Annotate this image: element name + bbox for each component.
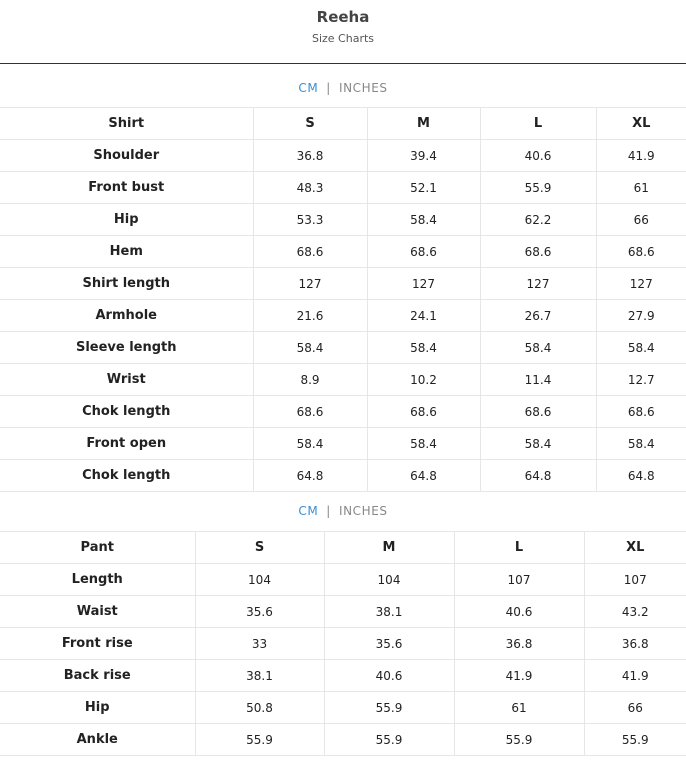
row-label: Shirt length bbox=[0, 268, 253, 300]
cell-value: 64.8 bbox=[480, 460, 596, 492]
cell-value: 68.6 bbox=[596, 396, 686, 428]
cell-value: 40.6 bbox=[324, 660, 454, 692]
table-row bbox=[0, 564, 686, 596]
cell-value: 127 bbox=[367, 268, 480, 300]
row-label: Hip bbox=[0, 692, 195, 724]
cell-value: 58.4 bbox=[596, 332, 686, 364]
column-header-m: M bbox=[324, 532, 454, 564]
cell-value: 58.4 bbox=[253, 428, 367, 460]
cell-value: 127 bbox=[253, 268, 367, 300]
cell-value: 48.3 bbox=[253, 172, 367, 204]
row-label: Back rise bbox=[0, 660, 195, 692]
cell-value: 41.9 bbox=[584, 660, 686, 692]
cell-value: 58.4 bbox=[480, 332, 596, 364]
cell-value: 50.8 bbox=[195, 692, 324, 724]
cell-value: 36.8 bbox=[253, 140, 367, 172]
cell-value: 55.9 bbox=[584, 724, 686, 756]
cell-value: 107 bbox=[454, 564, 584, 596]
row-label: Armhole bbox=[0, 300, 253, 332]
table-row bbox=[0, 628, 686, 660]
cell-value: 35.6 bbox=[195, 596, 324, 628]
column-header-s: S bbox=[195, 532, 324, 564]
page-title: Reeha bbox=[316, 8, 370, 26]
table-row bbox=[0, 396, 686, 428]
unit-inches-button[interactable]: INCHES bbox=[338, 81, 388, 95]
cell-value: 41.9 bbox=[454, 660, 584, 692]
table-row bbox=[0, 660, 686, 692]
table-row bbox=[0, 596, 686, 628]
cell-value: 127 bbox=[480, 268, 596, 300]
pant-size-table bbox=[0, 531, 686, 756]
cell-value: 55.9 bbox=[195, 724, 324, 756]
cell-value: 41.9 bbox=[596, 140, 686, 172]
table-row bbox=[0, 364, 686, 396]
row-label: Waist bbox=[0, 596, 195, 628]
row-label: Front rise bbox=[0, 628, 195, 660]
cell-value: 127 bbox=[596, 268, 686, 300]
row-label: Front bust bbox=[0, 172, 253, 204]
row-label: Wrist bbox=[0, 364, 253, 396]
table-row bbox=[0, 460, 686, 492]
unit-cm-button[interactable]: CM bbox=[298, 504, 319, 518]
cell-value: 68.6 bbox=[480, 236, 596, 268]
cell-value: 107 bbox=[584, 564, 686, 596]
table-row bbox=[0, 140, 686, 172]
column-header-pant: Pant bbox=[0, 532, 195, 564]
row-label: Front open bbox=[0, 428, 253, 460]
cell-value: 62.2 bbox=[480, 204, 596, 236]
cell-value: 52.1 bbox=[367, 172, 480, 204]
row-label: Length bbox=[0, 564, 195, 596]
cell-value: 68.6 bbox=[367, 396, 480, 428]
cell-value: 55.9 bbox=[324, 692, 454, 724]
unit-separator: | bbox=[326, 504, 331, 518]
cell-value: 58.4 bbox=[596, 428, 686, 460]
cell-value: 64.8 bbox=[253, 460, 367, 492]
cell-value: 36.8 bbox=[584, 628, 686, 660]
cell-value: 27.9 bbox=[596, 300, 686, 332]
cell-value: 61 bbox=[454, 692, 584, 724]
cell-value: 68.6 bbox=[596, 236, 686, 268]
cell-value: 55.9 bbox=[324, 724, 454, 756]
column-header-l: L bbox=[454, 532, 584, 564]
cell-value: 40.6 bbox=[454, 596, 584, 628]
cell-value: 10.2 bbox=[367, 364, 480, 396]
page-subtitle: Size Charts bbox=[311, 32, 375, 45]
cell-value: 64.8 bbox=[367, 460, 480, 492]
column-header-s: S bbox=[253, 108, 367, 140]
cell-value: 55.9 bbox=[454, 724, 584, 756]
table-row bbox=[0, 236, 686, 268]
cell-value: 11.4 bbox=[480, 364, 596, 396]
table-row bbox=[0, 692, 686, 724]
row-label: Chok length bbox=[0, 460, 253, 492]
column-header-xl: XL bbox=[596, 108, 686, 140]
page-header bbox=[0, 0, 686, 64]
cell-value: 61 bbox=[596, 172, 686, 204]
cell-value: 58.4 bbox=[367, 428, 480, 460]
cell-value: 36.8 bbox=[454, 628, 584, 660]
cell-value: 24.1 bbox=[367, 300, 480, 332]
cell-value: 68.6 bbox=[480, 396, 596, 428]
column-header-l: L bbox=[480, 108, 596, 140]
cell-value: 55.9 bbox=[480, 172, 596, 204]
cell-value: 58.4 bbox=[480, 428, 596, 460]
cell-value: 43.2 bbox=[584, 596, 686, 628]
cell-value: 58.4 bbox=[367, 204, 480, 236]
cell-value: 53.3 bbox=[253, 204, 367, 236]
table-header-row bbox=[0, 532, 686, 564]
unit-separator: | bbox=[326, 81, 331, 95]
table-row bbox=[0, 724, 686, 756]
cell-value: 104 bbox=[195, 564, 324, 596]
cell-value: 38.1 bbox=[195, 660, 324, 692]
table-row bbox=[0, 332, 686, 364]
cell-value: 68.6 bbox=[367, 236, 480, 268]
cell-value: 68.6 bbox=[253, 236, 367, 268]
table-row bbox=[0, 268, 686, 300]
row-label: Hem bbox=[0, 236, 253, 268]
row-label: Chok length bbox=[0, 396, 253, 428]
table-header-row bbox=[0, 108, 686, 140]
column-header-m: M bbox=[367, 108, 480, 140]
unit-toggle-pant bbox=[0, 501, 686, 521]
cell-value: 26.7 bbox=[480, 300, 596, 332]
table-row bbox=[0, 172, 686, 204]
cell-value: 104 bbox=[324, 564, 454, 596]
cell-value: 64.8 bbox=[596, 460, 686, 492]
cell-value: 68.6 bbox=[253, 396, 367, 428]
table-row bbox=[0, 204, 686, 236]
cell-value: 39.4 bbox=[367, 140, 480, 172]
cell-value: 12.7 bbox=[596, 364, 686, 396]
cell-value: 66 bbox=[596, 204, 686, 236]
column-header-xl: XL bbox=[584, 532, 686, 564]
unit-cm-button[interactable]: CM bbox=[298, 81, 319, 95]
unit-toggle-shirt bbox=[0, 78, 686, 98]
cell-value: 40.6 bbox=[480, 140, 596, 172]
cell-value: 58.4 bbox=[253, 332, 367, 364]
shirt-size-table bbox=[0, 107, 686, 492]
cell-value: 38.1 bbox=[324, 596, 454, 628]
cell-value: 58.4 bbox=[367, 332, 480, 364]
table-row bbox=[0, 428, 686, 460]
row-label: Sleeve length bbox=[0, 332, 253, 364]
table-row bbox=[0, 300, 686, 332]
cell-value: 35.6 bbox=[324, 628, 454, 660]
cell-value: 33 bbox=[195, 628, 324, 660]
column-header-shirt: Shirt bbox=[0, 108, 253, 140]
row-label: Hip bbox=[0, 204, 253, 236]
row-label: Ankle bbox=[0, 724, 195, 756]
cell-value: 21.6 bbox=[253, 300, 367, 332]
row-label: Shoulder bbox=[0, 140, 253, 172]
cell-value: 8.9 bbox=[253, 364, 367, 396]
cell-value: 66 bbox=[584, 692, 686, 724]
unit-inches-button[interactable]: INCHES bbox=[338, 504, 388, 518]
